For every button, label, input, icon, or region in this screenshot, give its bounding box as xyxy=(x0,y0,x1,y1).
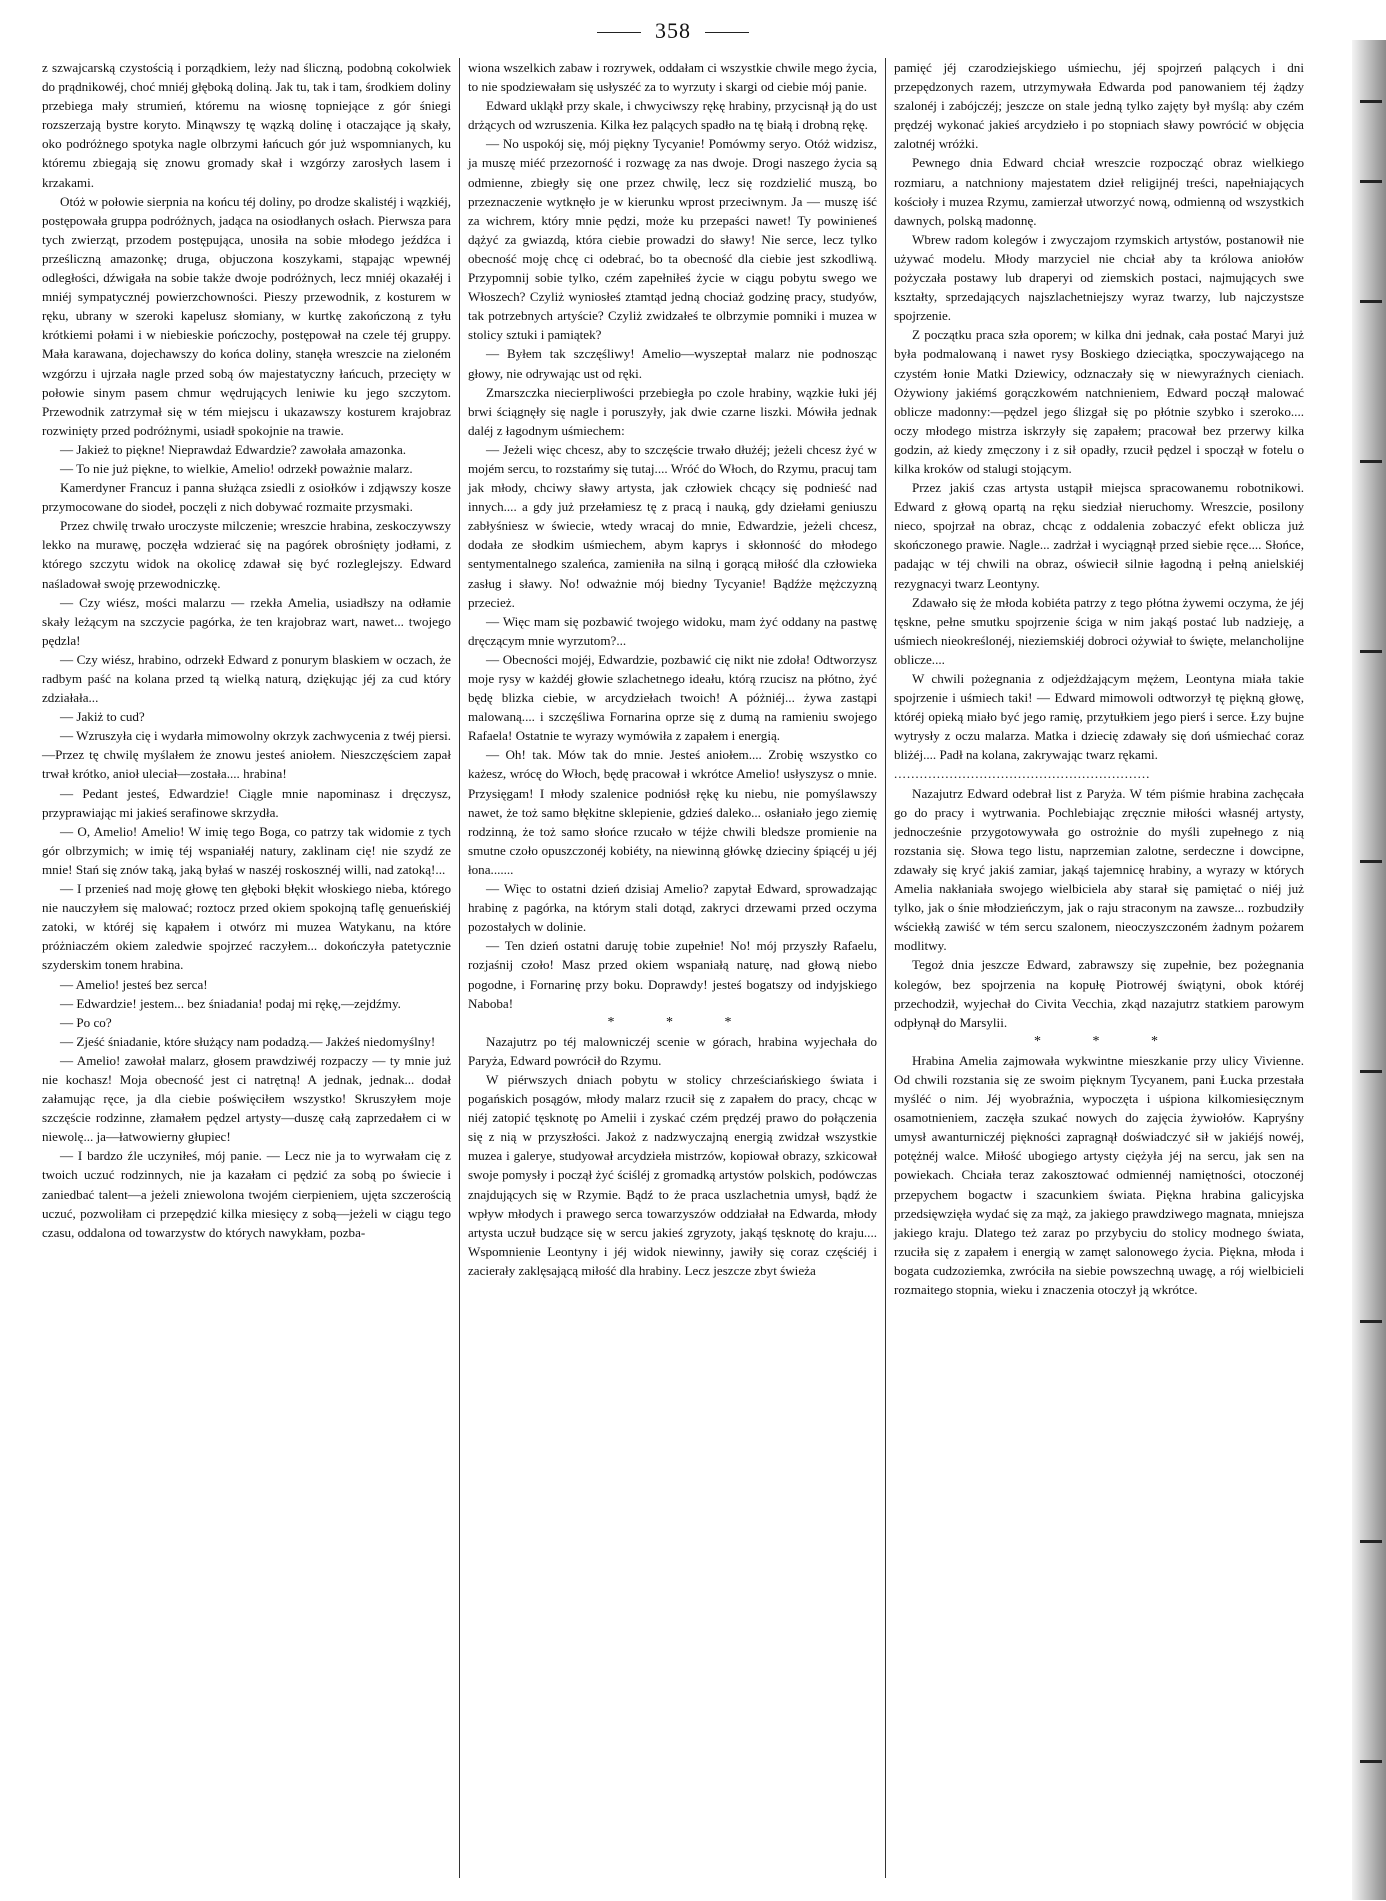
right-rule xyxy=(705,32,749,33)
paragraph: — Jakież to piękne! Nieprawdaż Edwardzie? zawołała amazonka. xyxy=(60,441,407,457)
column-1 xyxy=(34,58,460,1878)
adjacent-page-edge xyxy=(1352,40,1386,1900)
paragraph: — To nie już piękne, to wielkie, Amelio! odrzekł poważnie malarz. xyxy=(60,460,413,476)
dotted-separator: ............................................................ xyxy=(894,766,1151,782)
paragraph: — Jeżeli więc chcesz, aby to szczęście trwało dłużéj; jeżeli chcesz żyć w mojém sercu, to rozstańmy się tutaj.... Wróć do Włoch, do Rzymu, pracuj tam jak młody, chciwy sławy artysta, jak człowiek chcący się podnieść nad innych.... a gdy już przełamiesz tę z pracą i nauką, gdy dziełami geniuszu zabłyśniesz w świecie, wtedy wracaj do mnie, Edwardzie, jeżeli chcesz, dodała ze słodkim uśmiechem, abym kaprys i skłonność do młodego sentymentalnego szaleńca, zamieniła na silną i gorącą miłość dla człowieka zasług i sławy. No! odważnie mój biedny Tycyanie! Bądźże mężczyzną przecież. xyxy=(468,441,877,610)
paragraph: W piérwszych dniach pobytu w stolicy chrześciańskiego świata i pogańskich posągów, młody malarz rzucił się z zapałem do pracy, chcąc w niéj zatopić tęsknotę po Amelii i zyskać czém prędzéj prawo do połączenia się z nią w przyszłości. Jakoż z nadzwyczajną energią zwidzał wszystkie muzea i galerye, studyował arcydzieła mistrzów, kopiował obrazy, szkicował swoje pomysły i począł żyć ściśléj z gromadką artystów polskich, podówczas znajdujących się w Rzymie. Bądź to że praca uszlachetnia umysł, bądź że wpływ młodych i prawego serca towarzyszów oddziałał na Edwarda, młody artysta uczuł budzące się w sercu jakieś zgryzoty, jakąś tęsknotę do kraju.... Wspomnienie Leontyny i jéj widok niewinny, jawiły się coraz częściéj i zacierały zaklęsającą miłość dla hrabiny. Lecz jeszcze zbyt świeża xyxy=(468,1071,877,1278)
paragraph: — Edwardzie! jestem... bez śniadania! podaj mi rękę,—zejdźmy. xyxy=(60,995,401,1011)
paragraph: wiona wszelkich zabaw i rozrywek, oddałam ci wszystkie chwile mego życia, to nie spodziewałam się usłyszéć za to wyrzuty i skargi od ciebie mój panie. xyxy=(468,60,877,95)
paragraph: — Amelio! jesteś bez serca! xyxy=(60,976,208,992)
paragraph: — Obecności mojéj, Edwardzie, pozbawić cię nikt nie zdoła! Odtworzysz moje rysy w każdéj głowie szlachetnego ideału, którą rzucisz na płótno, żyć będę blizka ciebie, w arcydziełach twoich! A póżniéj... żywa zastąpi malowaną.... i szczęśliwa Fornarina oprze się z dumą na ramieniu swojego Rafaela! Ostatnie te wyrazy wymówiła z zapałem i energią. xyxy=(468,651,877,744)
paragraph: — Więc to ostatni dzień dzisiaj Amelio? zapytał Edward, sprowadzając hrabinę z pagórka, na którym stali dotąd, zakryci drzewami przed oczyma pozostałych w dolinie. xyxy=(468,881,877,935)
paragraph: W chwili pożegnania z odjeżdżającym mężem, Leontyna miała takie spojrzenie i uśmiech taki! — Edward mimowoli odtworzył tę piękną głowę, któréj opieką miało być jego ramię, przytułkiem jego pierś i serce. Łzy bujne wytrysły z oczu malarza. Matka i dziecię zdawały się doń uśmiechać coraz bliżéj.... Padł na kolana, zakrywając twarz rękami. xyxy=(894,671,1304,763)
paragraph: Hrabina Amelia zajmowała wykwintne mieszkanie przy ulicy Vivienne. Od chwili rozstania się ze swoim pięknym Tycyanem, pani Łucka przestała myśléć o nim. Jéj wyobraźnia, wypoczęta i uśpiona kilkomiesięcznym osamotnieniem, zaczęła szukać nowych do zajęcia żywiołów. Kapryśny umysł awanturniczéj piękności zapragnął doświadczyć sił w jakiéjś nowéj, potężnéj walce. Miłość ubogiego artysty ciężyła jéj na sercu, jak sen na powiekach. Chciała teraz zakosztować odmiennéj namiętności, otoczonéj przepychem bogactw i szacunkiem świata. Piękna hrabina galicyjska przedsięwzięła wydać się za mąż, za jakiego prawdziwego magnata, mniejsza jakiego kraju. Dlatego też zaraz po przybyciu do stolicy modnego świata, rzuciła się z zapałem i energią w zamęt salonowego życia. Piękna, młoda i bogata cudzoziemka, zwróciła na siebie powszechną uwagę, a rój wielbicieli rozmaitego stopnia, wieku i znaczenia otoczył ją wkrótce. xyxy=(894,1052,1304,1297)
paragraph: — O, Amelio! Amelio! W imię tego Boga, co patrzy tak widomie z tych gór olbrzymich; w imię téj wspaniałéj natury, zaklinam cię! nie szydź ze mnie! Stań się znów taką, jaką byłaś w naszéj roskosznéj willi, nad zatoką!... xyxy=(42,823,451,877)
paragraph: Edward ukląkł przy skale, i chwyciwszy rękę hrabiny, przycisnął ją do ust drżących od wzruszenia. Kilka łez palących spadło na tę białą i drobną rękę. xyxy=(468,98,877,133)
paragraph: Otóż w połowie sierpnia na końcu téj doliny, po drodze skalistéj i wązkiéj, postępowała gruppa podróżnych, jadąca na osiodłanych osłach. Pierwsza para tych zwierząt, przodem postępująca, unosiła na sobie młodego jeźdźca i prześliczną amazonkę; druga, objuczona koszykami, stąpając wpewnéj odległości, dźwigała na sobie także dwoje podróżnych, lecz mniéj okazałéj i mniéj sympatycznéj powierzchowności. Pieszy przewodnik, z kosturem w ręku, ubrany w szeroki kapelusz słomiany, w kurtkę zakończoną z tyłu krótkiemi połami i w niebieskie pończochy, postępował na czele téj gruppy. Mała karawana, dojechawszy do końca doliny, stanęła wreszcie na zieloném wzgórzu i ujrzała nagle przed sobą ów majestatyczny łańcuch, przecięty w połowie sinym pasem chmur wędrujących leniwie ku jego szczytom. Przewodnik zatrzymał się w tém miejscu i ukazawszy kosturem krajobraz rozwinięty przed podróżnymi, usiadł spokojnie na trawie. xyxy=(42,193,451,438)
left-rule xyxy=(597,32,641,33)
paragraph: — Czy wiész, mości malarzu — rzekła Amelia, usiadłszy na odłamie skały leżącym na szczycie pagórka, że ten krajobraz wart, nawet... twojego pędzla! xyxy=(42,594,451,648)
paragraph: Z początku praca szła oporem; w kilka dni jednak, cała postać Maryi już była podmalowaną i nawet rysy Boskiego dzieciątka, spoczywającego na czystém łonie Matki Dziewicy, odznaczały się w niewyraźnych cieniach. Ożywiony jakiémś gorączkowém natchnieniem, Edward począł malować oblicze madonny:—pędzel jego ślizgał się po płótnie szybko i szeroko.... oczy młodego mistrza iskrzyły się zapałem; pracował bez przerwy kilka godzin, aż kiedy zmęczony i z sił opadły, rzucił pędzel i spoczął w fotelu o kilka kroków od stalugi stojącym. xyxy=(894,327,1304,476)
paragraph: Wbrew radom kolegów i zwyczajom rzymskich artystów, postanowił nie używać modelu. Młody marzyciel nie chciał aby ta królowa aniołów pożyczała postawy lub draperyi od ziemskich postaci, najmujących swe kształty, sprzedających najszlachetniejszy wyraz twarzy, lub najczystsze spojrzenie. xyxy=(894,231,1304,324)
page-number xyxy=(0,18,1346,44)
paragraph: — I bardzo źle uczyniłeś, mój panie. — Lecz nie ja to wyrwałam cię z twoich uczuć rodzinnych, nie ja kazałam ci pędzić za sobą po świecie i zaniedbać talent—a jeżeli zniewolona twojém cierpieniem, ujęta szczerością uczuć, pozwoliłam ci przepędzić kilka miesięcy z sobą—jeżeli w ciągu tego czasu, oddalona od towarzystw do których nawykłam, pozba- xyxy=(42,1148,451,1240)
paragraph: — Byłem tak szczęśliwy! Amelio—wyszeptał malarz nie podnosząc głowy, nie odrywając ust od ręki. xyxy=(468,346,877,381)
text-columns xyxy=(34,58,1352,1878)
page-number-text: 358 xyxy=(655,18,691,43)
paragraph: Zmarszczka niecierpliwości przebiegła po czole hrabiny, wązkie łuki jéj brwi ściągnęły się nagle i poruszyły, jak dwie czarne liszki. Mówiła jednak daléj z łagodnym uśmiechem: xyxy=(468,384,877,438)
column-2 xyxy=(460,58,886,1878)
paragraph: — Więc mam się pozbawić twojego widoku, mam żyć oddany na pastwę dręczącym mnie wyrzutom?... xyxy=(468,613,877,648)
paragraph: Nazajutrz Edward odebrał list z Paryża. W tém piśmie hrabina zachęcała go do pracy i wytrwania. Pochlebiając zręcznie miłości własnéj artysty, jednocześnie przygotowywała go ostrożnie do myśli zupełnego z nią rozstania się. Słowa tego listu, naprzemian zalotne, serdeczne i dowcipne, zdawały się kryć jakiś zamiar, jakąś tajemnicę hrabiny, a wyrazy w których Amelia nakłaniała swojego wielbiciela aby starał się pamiętać o niéj już tylko, jak o śnie młodzieńczym, jak o raju straconym na zawsze... rozbudziły wściekłą zawiść w tém sercu szalonem, nieoczyszczoném żadnym pożarem modlitwy. xyxy=(894,785,1304,954)
paragraph: Pewnego dnia Edward chciał wreszcie rozpocząć obraz wielkiego rozmiaru, a natchniony majestatem dzieł religijnéj treści, napełniających kościoły i muzea Rzymu, zamierzał utworzyć nową, odmienną od wszystkich dawnych, polską madonnę. xyxy=(894,155,1304,228)
paragraph: Tegoż dnia jeszcze Edward, zabrawszy się zupełnie, bez pożegnania kolegów, bez spojrzenia na kopułę Piotrowéj świątyni, obok któréj przechodził, wyjechał do Civita Vecchia, zkąd nazajutrz statkiem parowym odpłynął do Marsylii. xyxy=(894,957,1304,1030)
paragraph: — Pedant jesteś, Edwardzie! Ciągle mnie napominasz i dręczysz, przyprawiając mi jakieś serafinowe skrzydła. xyxy=(42,785,451,820)
paragraph: — No uspokój się, mój piękny Tycyanie! Pomówmy seryo. Otóż widzisz, ja muszę miéć przezorność i rozwagę za nas dwoje. Drogi naszego życia są odmienne, zbiegły się one przez chwilę, lecz się rozdzielić muszą, bo przeznaczenie wytknęło je w kierunku wprost przeciwnym. Ja — muszę iść za wichrem, który mnie pędzi, może ku przepaści nawet! Ty powinieneś dążyć za gwiazdą, która ciebie prowadzi do sławy! Nie serce, lecz tylko obecność moję chcę ci odebrać, bo ta obecność dla ciebie jest szkodliwą. Przypomnij sobie tylko, czém zapełniłeś życie w ciągu pobytu swego we Włoszech? Czyliż wyniosłeś ztamtąd jedną chociaż godzinę pracy, studyów, tak potrzebnych artyście? Czyliż zwidzałeś te olbrzymie pomniki i muzea w stolicy sztuki i pamiątek? xyxy=(468,136,877,343)
paragraph: Nazajutrz po téj malowniczéj scenie w górach, hrabina wyjechała do Paryża, Edward powrócił do Rzymu. xyxy=(468,1033,877,1068)
paragraph: — Czy wiész, hrabino, odrzekł Edward z ponurym blaskiem w oczach, że radbym paść na kolana przed tą wielką naturą, dziękując jéj za cud który zdziałała... xyxy=(42,651,451,706)
paragraph: z szwajcarską czystością i porządkiem, leży nad śliczną, podobną cokolwiek do prądnikowéj, choć mniéj głęboką doliną. Jak tu, tak i tam, środkiem doliny przebiega mały strumień, któremu na wiosnę topniejące z gór śniegi rozszerzają bystre koryto. Minąwszy tę wązką dolinę i otaczające ją skały, oko podróżnego spotyka nagle olbrzymi łańcuch gór już wspomnianych, ku któremu zbiegają się znowu gromady skał i wzgórzy zarosłych lasem i krzakami. xyxy=(42,60,451,190)
paragraph: — Ten dzień ostatni daruję tobie zupełnie! No! mój przyszły Rafaelu, rozjaśnij czoło! Masz przed okiem wspaniałą naturę, nad głową niebo pogodne, i Fornarinę przy boku. Doprawdy! jesteś bogatszy od indyjskiego Naboba! xyxy=(468,938,877,1011)
section-separator: * * * xyxy=(607,1014,756,1030)
paragraph: — Wzruszyła cię i wydarła mimowolny okrzyk zachwycenia z twéj piersi.—Przez tę chwilę myślałem że znowu jesteś aniołem. Nieszczęściem zapał trwał krótko, anioł uleciał—została.... hrabina! xyxy=(42,728,451,782)
paragraph: — Oh! tak. Mów tak do mnie. Jesteś aniołem.... Zrobię wszystko co każesz, wrócę do Włoch, będę pracował i wkrótce Amelio! usłyszysz o mnie. Przysięgam! I młody szalenice podniósł rękę ku niebu, nie pomyślawszy nawet, że toż samo błękitne sklepienie, gdzieś daleko... osłaniało jego ziemię rodzinną, że toż samo słońce rzucało w téjże chwili bledsze promienie na smutne czoło opuszczonéj kobiéty, na niewinną główkę dzieciny śpiącéj u jéj łona....... xyxy=(468,747,877,877)
paragraph: — Amelio! zawołał malarz, głosem prawdziwéj rozpaczy — ty mnie już nie kochasz! Moja obecność jest ci natrętną! A jednak, jednak... dodał załamując ręce, ja dla ciebie poświęciłem wszystko! Skruszyłem moje szczęście rodzinne, złamałem pędzel artysty—duszę całą zaprzedałem ci w niewolę... ja—łatwowierny głupiec! xyxy=(42,1052,451,1145)
paragraph: Zdawało się że młoda kobiéta patrzy z tego płótna żywemi oczyma, że jéj tęskne, pełne smutku spojrzenie ściga w nim jakąś postać lub nadzieję, a uśmiech nieokreślonéj, nieziemskiéj dobroci ożywiał to święte, melancholijne oblicze.... xyxy=(894,594,1304,667)
paragraph: — Po co? xyxy=(60,1014,112,1030)
paragraph: pamięć jéj czarodziejskiego uśmiechu, jéj spojrzeń palących i dni przepędzonych razem, utrzymywała Edwarda pod panowaniem téj żądzy szalonéj i zabójczéj; jeszcze on stale jedną tylko zajęty był myślą: aby czém prędzéj wykonać jakieś arcydzieło i po stopniach sławy powrócić w objęcia zalotnéj wróżki. xyxy=(894,60,1304,152)
paragraph: Przez chwilę trwało uroczyste milczenie; wreszcie hrabina, zeskoczywszy lekko na murawę, poczęła wdzierać się na pagórek obrośnięty jodłami, z którego szczytu widok na okolicę zdawał się być rozleglejszy. Edward naśladował swoję przewodniczkę. xyxy=(42,518,451,591)
paragraph: Przez jakiś czas artysta ustąpił miejsca spracowanemu robotnikowi. Edward z głową opartą na ręku siedział nieruchomy. Wreszcie, posilony nieco, spojrzał na obraz, chcąc z oddalenia zobaczyć efekt oblicza już skończonego prawie. Nagle... zadrżał i wyciągnął przed siebie ręce.... Słońce, padając w téj chwili na obraz, oświecił silnie łagodną i pełną anielskiéj rezygnacyi twarz Leontyny. xyxy=(894,480,1304,591)
paragraph: Kamerdyner Francuz i panna służąca zsiedli z osiołków i zdjąwszy kosze przymocowane do siodeł, poczęli z nich dobywać rozmaite przysmaki. xyxy=(42,480,451,515)
section-separator: * * * xyxy=(1034,1033,1182,1049)
paragraph: — I przenieś nad moję głowę ten głęboki błękit włoskiego nieba, którego nie nauczyłem się malować; roztocz przed okiem spokojną taflę genueńskiéj zatoki, w któréj się kąpałem i otwórz mi muzea Watykanu, na które próżniaczém okiem zaledwie spojrzeć raczyłem... dokończyła patetycznie szyderskim tonem hrabina. xyxy=(42,881,451,973)
paragraph: — Jakiż to cud? xyxy=(60,709,145,725)
column-3 xyxy=(886,58,1312,1878)
paragraph: — Zjeść śniadanie, które służący nam podadzą.— Jakżeś niedomyślny! xyxy=(60,1033,436,1049)
